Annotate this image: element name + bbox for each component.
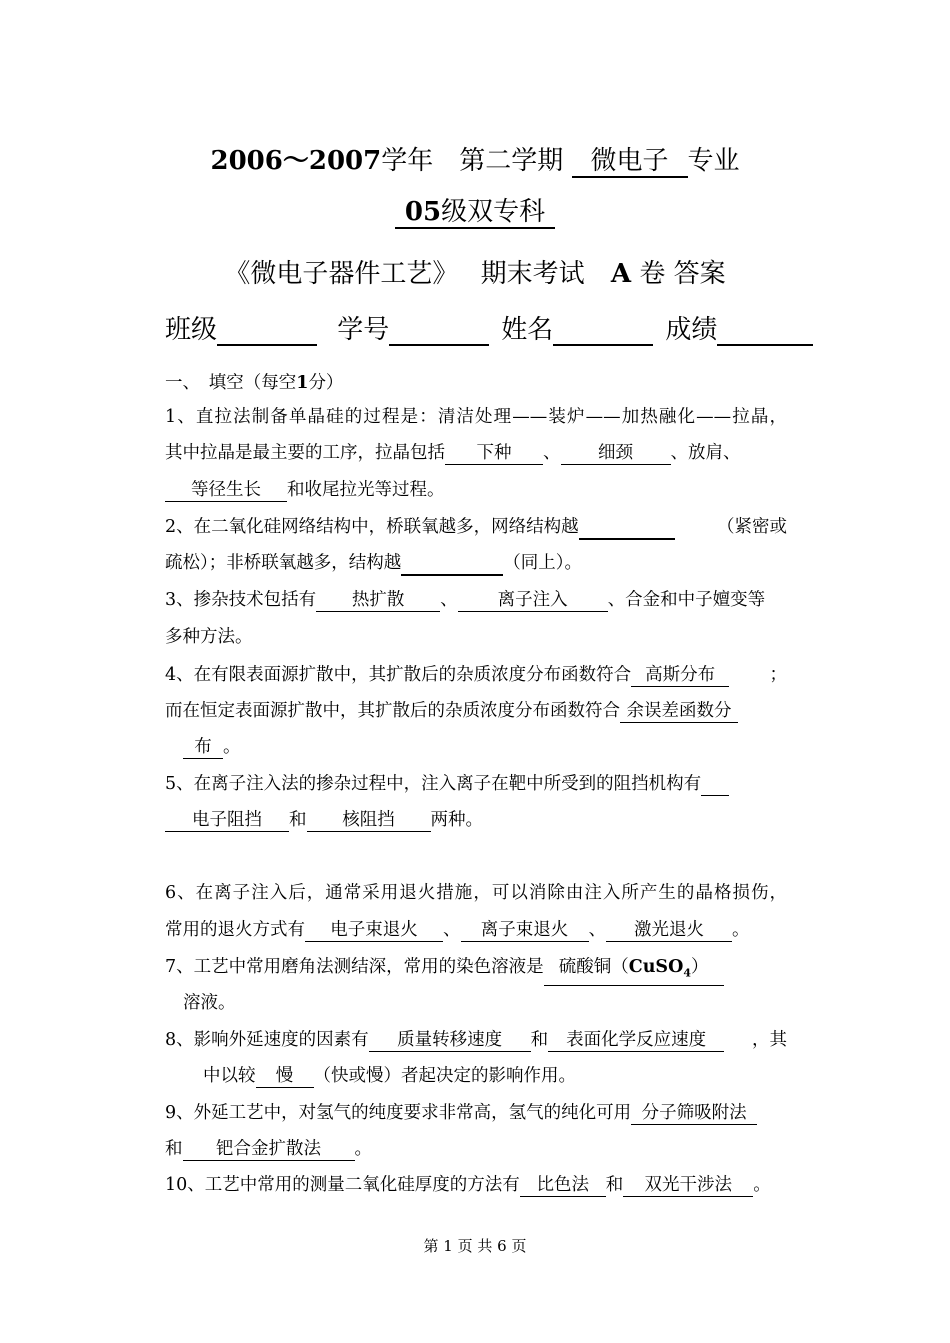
- name-label: 姓名: [501, 315, 554, 345]
- q6-text-c: 、: [588, 920, 606, 940]
- q1-text-d: 和收尾拉光等过程。: [287, 480, 445, 500]
- q7-answer-end: ）: [690, 957, 709, 977]
- q5-text-a: 5、在离子注入法的掺杂过程中，注入离子在靶中所受到的阻挡机构有: [165, 774, 702, 794]
- q2-blank-1: [579, 516, 675, 540]
- q5-blank-lead: [701, 773, 729, 796]
- student-id-label: 学号: [337, 315, 390, 345]
- class-input[interactable]: [217, 312, 317, 346]
- major-suffix: 专业: [687, 146, 740, 176]
- q1-answer-3: 等径生长: [165, 479, 287, 502]
- exam-type: 期末考试: [480, 259, 585, 289]
- q1-line1: 1、直拉法制备单晶硅的过程是：清洁处理——装炉——加热融化——拉晶，: [165, 407, 787, 427]
- name-input[interactable]: [553, 312, 653, 346]
- q6-line1: 6、在离子注入后，通常采用退火措施，可以消除由注入所产生的晶格损伤，: [165, 883, 787, 903]
- year-suffix: 学年 第二学期: [381, 146, 564, 176]
- q9-answer-2: 钯合金扩散法: [183, 1138, 355, 1161]
- q2-text-b: （紧密或: [717, 517, 787, 537]
- section-number: 一、: [165, 373, 192, 393]
- q4-text-b: ；: [769, 665, 787, 685]
- q8-text-b: 和: [530, 1030, 549, 1050]
- section-title-a: 填空（每空: [208, 373, 297, 393]
- q4-line2: [165, 693, 787, 729]
- q9-text-b: 和: [165, 1139, 183, 1159]
- q6-line2: [165, 912, 787, 948]
- q8-text-a: 8、影响外延速度的因素有: [165, 1030, 369, 1050]
- section-title-num: 1: [296, 373, 309, 393]
- student-id-input[interactable]: [389, 312, 489, 346]
- q2-blank-2: [401, 552, 503, 576]
- q10-line1: [165, 1167, 787, 1203]
- q2-line2: [165, 545, 787, 581]
- q6-answer-2: 离子束退火: [461, 919, 589, 942]
- q10-answer-1: 比色法: [520, 1174, 606, 1197]
- q8-text-d: 中以较: [203, 1066, 256, 1086]
- q8-text-c: ，其: [752, 1030, 787, 1050]
- q5-text-b: 和: [289, 810, 307, 830]
- q1-line2: [165, 435, 787, 471]
- class-field: [395, 198, 555, 229]
- q1-answer-1: 下种: [445, 442, 543, 465]
- q3-text-a: 3、掺杂技术包括有: [165, 590, 317, 610]
- q7-answer-1: [544, 956, 724, 986]
- course-name: 《微电子器件工艺》: [224, 259, 459, 289]
- exam-header-line1: [0, 140, 950, 178]
- q8-answer-3: 慢: [256, 1065, 314, 1088]
- exam-header-line2: [0, 197, 950, 229]
- q6-answer-1: 电子束退火: [305, 919, 443, 942]
- q9-text-a: 9、外延工艺中，对氢气的纯度要求非常高，氢气的纯化可用: [165, 1103, 632, 1123]
- q3-answer-2: 离子注入: [458, 589, 608, 612]
- q3-text-c: 、合金和中子嬗变等: [607, 590, 766, 610]
- score-label: 成绩: [665, 315, 718, 345]
- section-title: [165, 365, 787, 401]
- class-text: 级双专科: [441, 197, 546, 227]
- q4-text-a: 4、在有限表面源扩散中，其扩散后的杂质浓度分布函数符合: [165, 665, 632, 685]
- class-label: 班级: [165, 315, 218, 345]
- q6-text-a: 常用的退火方式有: [165, 920, 305, 940]
- q3-answer-1: 热扩散: [316, 589, 440, 612]
- q8-line1: [165, 1022, 787, 1058]
- q7-answer-text: 硫酸铜（: [558, 957, 629, 977]
- paper-suffix: 卷 答案: [639, 259, 726, 289]
- q8-line2: [165, 1058, 825, 1094]
- q2-text-d: （同上）。: [503, 553, 582, 573]
- q2-text-c: 疏松）；非桥联氧越多，结构越: [165, 553, 402, 573]
- q9-answer-1: 分子筛吸附法: [631, 1102, 757, 1125]
- q5-answer-2: 核阻挡: [307, 809, 431, 832]
- major-field: 微电子: [572, 147, 688, 178]
- q4-answer-2a: 余误差函数分: [620, 700, 738, 723]
- q6-text-d: 。: [732, 920, 750, 940]
- q1-line3: [165, 472, 787, 508]
- q10-text-b: 和: [605, 1175, 624, 1195]
- q10-text-a: 10、工艺中常用的测量二氧化硅厚度的方法有: [165, 1175, 520, 1195]
- exam-title: [0, 253, 950, 290]
- q3-line1: [165, 582, 787, 618]
- class-number: 05: [404, 197, 442, 227]
- q5-line2: [165, 802, 787, 838]
- score-input[interactable]: [717, 312, 813, 346]
- q4-answer-1: 高斯分布: [631, 664, 729, 687]
- q4-answer-2b: 布: [183, 736, 223, 759]
- q2-line1: [165, 509, 787, 545]
- q9-text-c: 。: [354, 1139, 372, 1159]
- q9-line2: [165, 1131, 787, 1167]
- section-title-b: 分）: [308, 373, 344, 393]
- q4-text-c: 而在恒定表面源扩散中，其扩散后的杂质浓度分布函数符合: [165, 701, 620, 721]
- q10-text-c: 。: [753, 1175, 771, 1195]
- paper-letter: A: [610, 259, 632, 289]
- q1-text-c: 、放肩、: [670, 443, 741, 463]
- q6-answer-3: 激光退火: [606, 919, 732, 942]
- q9-line1: [165, 1095, 787, 1131]
- q6-text-b: 、: [443, 920, 461, 940]
- year-range: 2006～2007: [210, 146, 382, 176]
- q7-line1: [165, 949, 787, 985]
- q4-line1: [165, 657, 787, 693]
- q7-answer-sub: 4: [683, 966, 691, 980]
- q4-text-d: 。: [223, 737, 241, 757]
- q3-text-b: 、: [440, 590, 458, 610]
- q10-answer-2: 双光干涉法: [623, 1174, 753, 1197]
- q2-text-a: 2、在二氧化硅网络结构中，桥联氧越多，网络结构越: [165, 517, 579, 537]
- q1-text-a: 其中拉晶是最主要的工序，拉晶包括: [165, 443, 445, 463]
- q5-text-c: 两种。: [430, 810, 483, 830]
- q7-answer-chem: CuSO: [628, 957, 684, 977]
- q1-answer-2: 细颈: [561, 442, 671, 465]
- q5-line1: [165, 766, 787, 802]
- page-footer: 第 1 页 共 6 页: [423, 1237, 527, 1255]
- q7-line2: 溶液。: [183, 993, 236, 1013]
- q8-answer-2: 表面化学反应速度: [548, 1029, 724, 1052]
- q3-line2: 多种方法。: [165, 627, 253, 647]
- q8-text-e: （快或慢）者起决定的影响作用。: [313, 1066, 576, 1086]
- q1-text-b: 、: [543, 443, 561, 463]
- q7-text-a: 7、工艺中常用磨角法测结深，常用的染色溶液是: [165, 957, 544, 977]
- q5-answer-1: 电子阻挡: [165, 809, 289, 832]
- student-info-fields: [165, 309, 813, 346]
- q8-answer-1: 质量转移速度: [369, 1029, 531, 1052]
- q4-line3: [165, 729, 787, 765]
